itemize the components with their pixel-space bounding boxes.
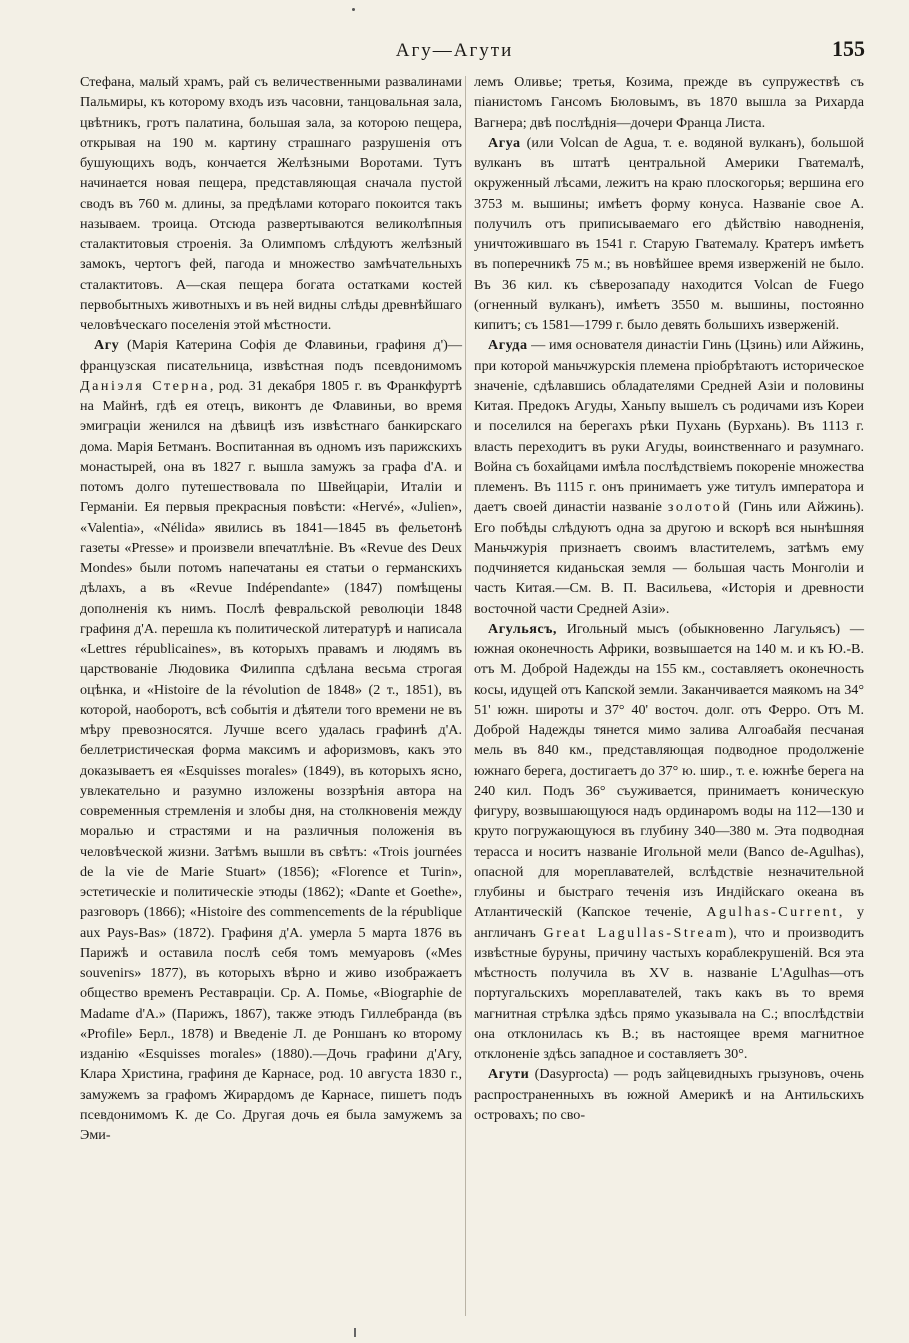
- entry-text: , у англичанъ: [474, 904, 865, 941]
- entry-agua: [474, 133, 864, 336]
- spaced-word: Agulhas-Current: [706, 904, 839, 921]
- entry-text: Игольный мысъ (обыкновенно Лагульясъ) — южная оконечность Африки, возвышается на 140 м. и къ Ю.-В. отъ М. Доброй Надежды на 155 км., составляетъ оконечность косы, идущей отъ Капской земли. Заканчивается маякомъ на 34° 51' южн. широты и 37° 40' восточ. долг. отъ Ферро. Отъ М. Доброй Надежды тянется мимо залива Алгоабайя песчаная мель въ 840 км., представляющая подводное продолженіе южнаго берега, достигаетъ до 37° ю. шир., т. е. южнѣе берега на 240 кил. Подъ 36° съуживается, принимаетъ коническую фигуру, возвышающуюся надъ ординаромъ воды на 112—130 и круто погружающуюся въ глубину 340—380 м. Эта подводная терасса и носитъ названіе Игольной мели (Banco de-Agulhas), опасной для мореплавателей, вслѣдствіе незначительной глубины и быстраго теченія изъ Индійскаго океана въ Атлантическій (Капское теченіе,: [474, 620, 864, 921]
- entry-text: (Марія Катерина Софія де Флавиньи, графиня д')—французская писательница, извѣстная подъ псевдонимомъ: [80, 337, 462, 374]
- entry-agu: [80, 335, 462, 1145]
- entry-text: ), что и производитъ извѣстные буруны, причину частыхъ кораблекрушеній. Вся эта мѣстность получила въ XV в. названіе L'Agulhas—отъ португальскихъ мореплавателей, такъ какъ въ то время магнитная стрѣлка здѣсь прямо указывала на С.; впослѣдствіи она отклонилась къ В.; въ настоящее время магнитное отклоненіе здѣсь западное и составляетъ 30°.: [474, 924, 864, 1062]
- entry-term: Агульясъ,: [488, 620, 557, 637]
- entry-term: Агуда: [488, 337, 528, 354]
- entry-text: (или Volcan de Agua, т. е. водяной вулканъ), большой вулканъ въ штатѣ центральной Америки Гватемалѣ, окруженный лѣсами, лежитъ на краю плоскогорья; вершина его 3753 м. вышины; имѣетъ форму конуса. Названіе свое А. получилъ отъ приписываемаго его дѣйствію наводненія, уничтожившаго въ 1541 г. Старую Гватемалу. Кратеръ имѣетъ въ поперечникѣ 75 м.; въ новѣйшее время изверженій не было. Въ 36 кил. къ сѣверозападу находится Volcan de Fuego (огненный вулканъ), имѣетъ 3550 м. вышины, постоянно кипитъ; съ 1581—1799 г. было девять большихъ изверженій.: [474, 134, 864, 333]
- column-divider: [465, 76, 466, 1316]
- page-header: [0, 36, 909, 66]
- entry-aguti: [474, 1064, 864, 1125]
- entry-agulyas: [474, 619, 864, 1065]
- spaced-name: Даніэля Стерна: [80, 377, 210, 394]
- entry-aguda: [474, 335, 864, 619]
- printer-mark-dot: [352, 8, 355, 11]
- paragraph-cave-continuation: Стефана, малый храмъ, рай съ величественными развалинами Пальмиры, къ которому входъ изъ часовни, танцовальная зала, цвѣтникъ, гротъ палатина, большая зала, за которою пещера, открывая на 190 м. картину страшнаго разрушенія отъ бушующихъ водъ, кончается Желѣзными Воротами. Тутъ начинается новая пещера, представляющая сначала пустой сводъ въ 760 м. длины, за предѣлами котораго покоится такъ называем. троица. Отсюда развертываются великолѣпныя сталактитовыя строенія. За Олимпомъ слѣдуютъ желѣзный замокъ, чертогъ фей, пагода и множество замѣчательныхъ сталактитовъ. А—ская пещера богата остатками костей первобытныхъ животныхъ и въ ней видны слѣды древнѣйшаго человѣческаго поселенія этой мѣстности.: [80, 74, 462, 333]
- right-column: [474, 72, 864, 1125]
- printer-mark-tick: [354, 1328, 356, 1337]
- spaced-word: золотой: [667, 499, 733, 516]
- entry-term: Агу: [94, 337, 120, 354]
- running-title: Агу—Агути: [395, 40, 514, 61]
- left-column: [80, 72, 462, 1145]
- entry-text: (Dasyprocta) — родъ зайцевидныхъ грызуновъ, очень распространенныхъ въ южной Америкѣ и на Антильскихъ островахъ; по сво-: [474, 1066, 864, 1123]
- paragraph-agu-continuation: лемъ Оливье; третья, Козима, прежде въ супружествѣ съ піанистомъ Гансомъ Бюловымъ, въ 1870 вышла за Рихарда Вагнера; двѣ послѣднія—дочери Франца Листа.: [474, 74, 864, 131]
- entry-text: (Гинь или Айжинь). Его побѣды слѣдуютъ одна за другою и вскорѣ вся нынѣшняя Маньчжурія признаетъ своимъ властителемъ, затѣмъ ему подчиняется киданьская земля — большая часть Монголіи и часть Китая.—См. В. П. Васильева, «Исторія и древности восточной части Средней Азіи».: [474, 499, 864, 617]
- page-number: 155: [832, 36, 865, 61]
- entry-text: — имя основателя династіи Гинь (Цзинь) или Айжинь, при которой маньчжурскія племена пріобрѣтаютъ историческое значеніе, сдѣлавшись обладателями Средней Азіи и половины Китая. Предокъ Агуды, Ханьпу вышелъ съ родичами изъ Кореи и поселился на берегахъ рѣки Пухань (Бурхань). Въ 1113 г. власть переходитъ въ руки Агуды, воинственнаго и разумнаго. Война съ бохайцами имѣла послѣдствіемъ покореніе множества племенъ. Въ 1115 г. онъ принимаетъ уже титулъ императора и даетъ своей династіи названіе: [474, 337, 864, 516]
- entry-term: Агути: [488, 1066, 530, 1083]
- entry-term: Агуа: [488, 134, 521, 151]
- entry-text: , род. 31 декабря 1805 г. въ Франкфуртѣ на Майнѣ, гдѣ ея отецъ, виконтъ де Флавиньи, во время эмиграціи женился на дѣвицѣ изъ извѣстнаго банкирскаго дома. Марія Бетманъ. Воспитанная въ одномъ изъ парижскихъ монастырей, она въ 1827 г. вышла замужъ за графа d'A. и потомъ долго путешествовала по Швейцаріи, Италіи и Германіи. Ея первыя прекрасныя повѣсти: «Hervé», «Julien», «Valentia», «Nélida» явились въ 1841—1845 въ фельетонѣ газеты «Presse» и произвели впечатлѣніе. Въ «Revue des Deux Mondes» были потомъ напечатаны ея статьи о германскихъ дѣлахъ, а въ «Revue Indépendante» (1847) помѣщены дополненія къ нимъ. Послѣ февральской революціи 1848 графиня д'А. перешла къ политической литературѣ и написала «Lettres républicaines», въ которыхъ правамъ и людямъ въ царствованіе Людовика Филиппа сдѣлана весьма строгая оцѣнка, и «Histoire de la révolution de 1848» (2 т., 1851), въ которой, наоборотъ, всѣ событія и дѣятели того времени не въ мѣру превозносятся. Лучше всего удалась графинѣ д'А. беллетристическая форма максимъ и афоризмовъ, какъ это доказываетъ ея «Esquisses morales» (1849), въ которыхъ ясно, увлекательно и разумно изложены воззрѣнія автора на современныя стремленія и злобы дня, на столкновенія между моралью и страстями и на различныя положенія въ человѣческой жизни. Затѣмъ вышли въ свѣтъ: «Trois journées de la vie de Marie Stuart» (1856); «Florence et Turin», эстетическіе и политическіе этюды (1862); «Dante et Goethe», разговоръ (1866); «Histoire des commencements de la république aux Pays-Bas» (1872). Графиня д'А. умерла 5 марта 1876 въ Парижѣ и оставила послѣ себя томъ мемуаровъ («Mes souvenirs» 1877), въ которыхъ вѣрно и живо изображаетъ общество временъ Реставраціи. Ср. А. Помье, «Biographie de Madame d'A.» (Парижъ, 1867), также этюдъ Гиллебранда (въ «Profile» Берл., 1878) и Введеніе Л. де Роншанъ ко второму изданію «Esquisses morales» (1880).—Дочь графини д'Агу, Клара Христина, графиня де Карнасе, род. 10 августа 1830 г., замужемъ за графомъ Жирардомъ де Карнасе, пишетъ подъ псевдонимомъ К. де Со. Другая дочь ея была замужемъ за Эми-: [80, 377, 462, 1143]
- spaced-word: Great Lagullas-Stream: [543, 924, 729, 941]
